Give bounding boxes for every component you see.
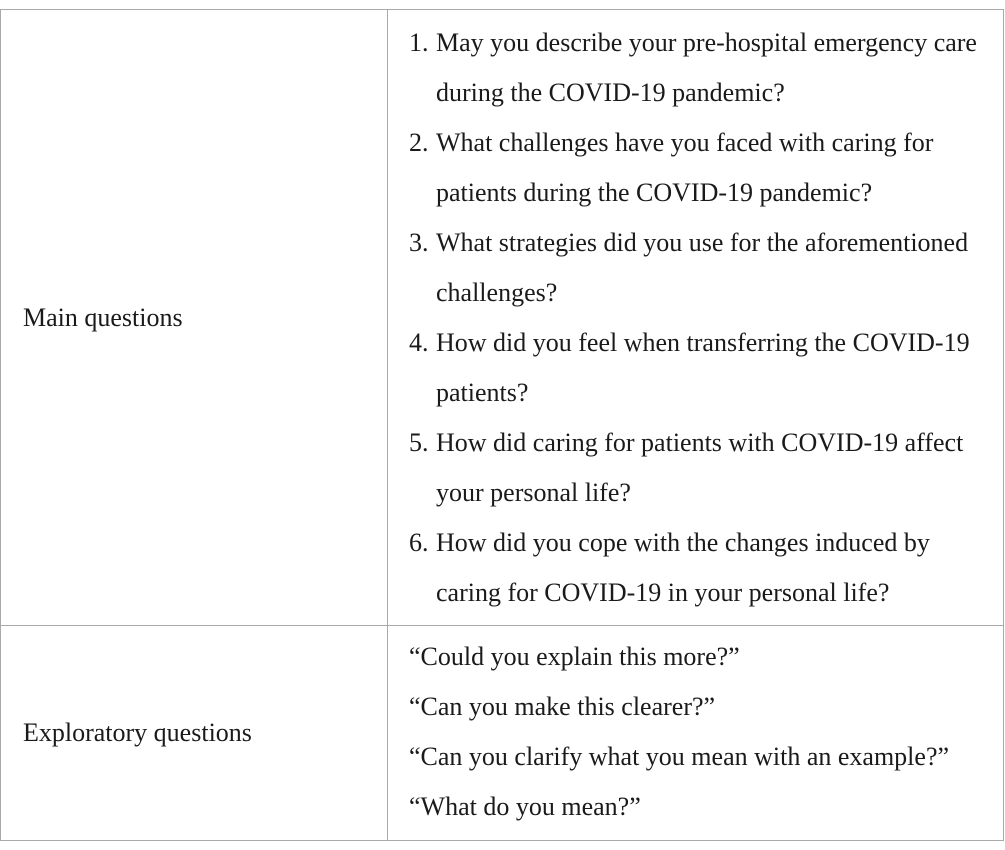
table-row-main-questions xyxy=(1,10,1004,626)
exploratory-question: “Could you explain this more?” xyxy=(409,642,740,671)
list-item xyxy=(409,318,993,418)
row-label-exploratory-questions: Exploratory questions xyxy=(1,626,388,841)
list-item-number: 1. xyxy=(409,28,429,57)
list-item xyxy=(409,518,993,618)
table-row-exploratory-questions xyxy=(1,626,1004,841)
list-item xyxy=(409,418,993,518)
list-item-number: 3. xyxy=(409,228,429,257)
list-item-text: How did you feel when transferring the COVID-19 patients? xyxy=(436,328,970,407)
list-item-number: 4. xyxy=(409,328,429,357)
main-questions-list xyxy=(409,18,993,618)
list-item-number: 5. xyxy=(409,428,429,457)
list-item xyxy=(409,218,993,318)
list-item-text: How did you cope with the changes induced by caring for COVID-19 in your personal life? xyxy=(436,528,930,607)
list-item-text: May you describe your pre-hospital emergency care during the COVID-19 pandemic? xyxy=(436,28,977,107)
list-item-number: 2. xyxy=(409,128,429,157)
list-item xyxy=(409,18,993,118)
interview-questions-table xyxy=(0,9,1004,841)
list-item-number: 6. xyxy=(409,528,429,557)
exploratory-question: “What do you mean?” xyxy=(409,792,641,821)
list-item-text: How did caring for patients with COVID-19 affect your personal life? xyxy=(436,428,964,507)
exploratory-question: “Can you clarify what you mean with an example?” xyxy=(409,742,950,771)
main-questions-cell xyxy=(388,10,1004,626)
exploratory-question: “Can you make this clearer?” xyxy=(409,692,716,721)
exploratory-questions-cell xyxy=(388,626,1004,841)
list-item xyxy=(409,118,993,218)
row-label-main-questions: Main questions xyxy=(1,10,388,626)
list-item-text: What challenges have you faced with caring for patients during the COVID-19 pandemic? xyxy=(436,128,934,207)
list-item-text: What strategies did you use for the aforementioned challenges? xyxy=(436,228,969,307)
